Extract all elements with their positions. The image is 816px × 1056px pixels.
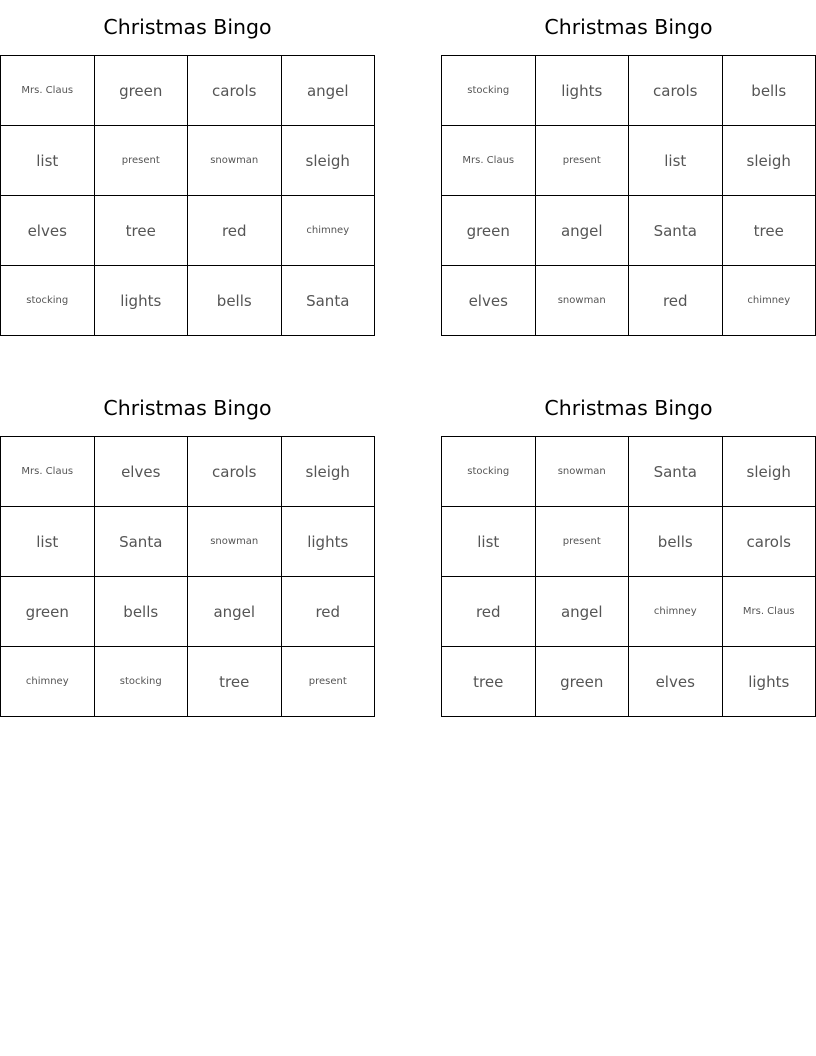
- bingo-cell: Santa: [629, 437, 723, 507]
- bingo-cell: sleigh: [282, 437, 376, 507]
- bingo-cell: present: [536, 126, 630, 196]
- bingo-cell: stocking: [1, 266, 95, 336]
- bingo-cell: tree: [95, 196, 189, 266]
- bingo-cell: Santa: [629, 196, 723, 266]
- bingo-cell: chimney: [282, 196, 376, 266]
- bingo-cell: stocking: [442, 56, 536, 126]
- bingo-cell: snowman: [536, 266, 630, 336]
- bingo-cell: carols: [723, 507, 816, 577]
- bingo-cell: bells: [95, 577, 189, 647]
- bingo-cell: sleigh: [723, 437, 816, 507]
- bingo-grid: [0, 55, 375, 336]
- bingo-cell: tree: [442, 647, 536, 717]
- bingo-cell: bells: [188, 266, 282, 336]
- bingo-cell: elves: [95, 437, 189, 507]
- bingo-cell: snowman: [536, 437, 630, 507]
- bingo-cell: elves: [1, 196, 95, 266]
- bingo-cell: Santa: [95, 507, 189, 577]
- bingo-cell: lights: [282, 507, 376, 577]
- bingo-cell: chimney: [629, 577, 723, 647]
- bingo-cell: angel: [188, 577, 282, 647]
- bingo-card-title: Christmas Bingo: [544, 15, 713, 39]
- bingo-cell: bells: [629, 507, 723, 577]
- bingo-cell: green: [442, 196, 536, 266]
- bingo-cell: sleigh: [723, 126, 816, 196]
- bingo-grid: [441, 436, 816, 717]
- bingo-cell: green: [1, 577, 95, 647]
- bingo-card-title: Christmas Bingo: [103, 15, 272, 39]
- bingo-cell: red: [442, 577, 536, 647]
- bingo-cell: Mrs. Claus: [442, 126, 536, 196]
- bingo-cell: elves: [629, 647, 723, 717]
- bingo-cell: red: [282, 577, 376, 647]
- bingo-card-title: Christmas Bingo: [103, 396, 272, 420]
- bingo-cell: lights: [536, 56, 630, 126]
- bingo-cell: green: [95, 56, 189, 126]
- bingo-cell: carols: [188, 437, 282, 507]
- bingo-grid: [0, 436, 375, 717]
- bingo-cell: lights: [723, 647, 816, 717]
- bingo-cell: angel: [536, 577, 630, 647]
- bingo-cell: Santa: [282, 266, 376, 336]
- bingo-cell: chimney: [723, 266, 816, 336]
- bingo-cell: stocking: [442, 437, 536, 507]
- bingo-cell: list: [1, 126, 95, 196]
- bingo-cell: list: [442, 507, 536, 577]
- bingo-cell: sleigh: [282, 126, 376, 196]
- bingo-cell: present: [536, 507, 630, 577]
- bingo-cell: green: [536, 647, 630, 717]
- bingo-cell: elves: [442, 266, 536, 336]
- bingo-cell: Mrs. Claus: [1, 56, 95, 126]
- bingo-cell: tree: [723, 196, 816, 266]
- bingo-cell: stocking: [95, 647, 189, 717]
- bingo-cell: angel: [282, 56, 376, 126]
- bingo-cell: Mrs. Claus: [1, 437, 95, 507]
- bingo-cell: snowman: [188, 507, 282, 577]
- bingo-cell: carols: [629, 56, 723, 126]
- bingo-cell: tree: [188, 647, 282, 717]
- bingo-cell: red: [629, 266, 723, 336]
- bingo-cell: present: [95, 126, 189, 196]
- bingo-cell: lights: [95, 266, 189, 336]
- bingo-cell: snowman: [188, 126, 282, 196]
- bingo-cell: carols: [188, 56, 282, 126]
- bingo-grid: [441, 55, 816, 336]
- bingo-cell: red: [188, 196, 282, 266]
- bingo-cell: Mrs. Claus: [723, 577, 816, 647]
- bingo-cell: present: [282, 647, 376, 717]
- bingo-cell: chimney: [1, 647, 95, 717]
- bingo-card-title: Christmas Bingo: [544, 396, 713, 420]
- bingo-cell: list: [629, 126, 723, 196]
- bingo-cell: angel: [536, 196, 630, 266]
- bingo-cell: bells: [723, 56, 816, 126]
- bingo-cell: list: [1, 507, 95, 577]
